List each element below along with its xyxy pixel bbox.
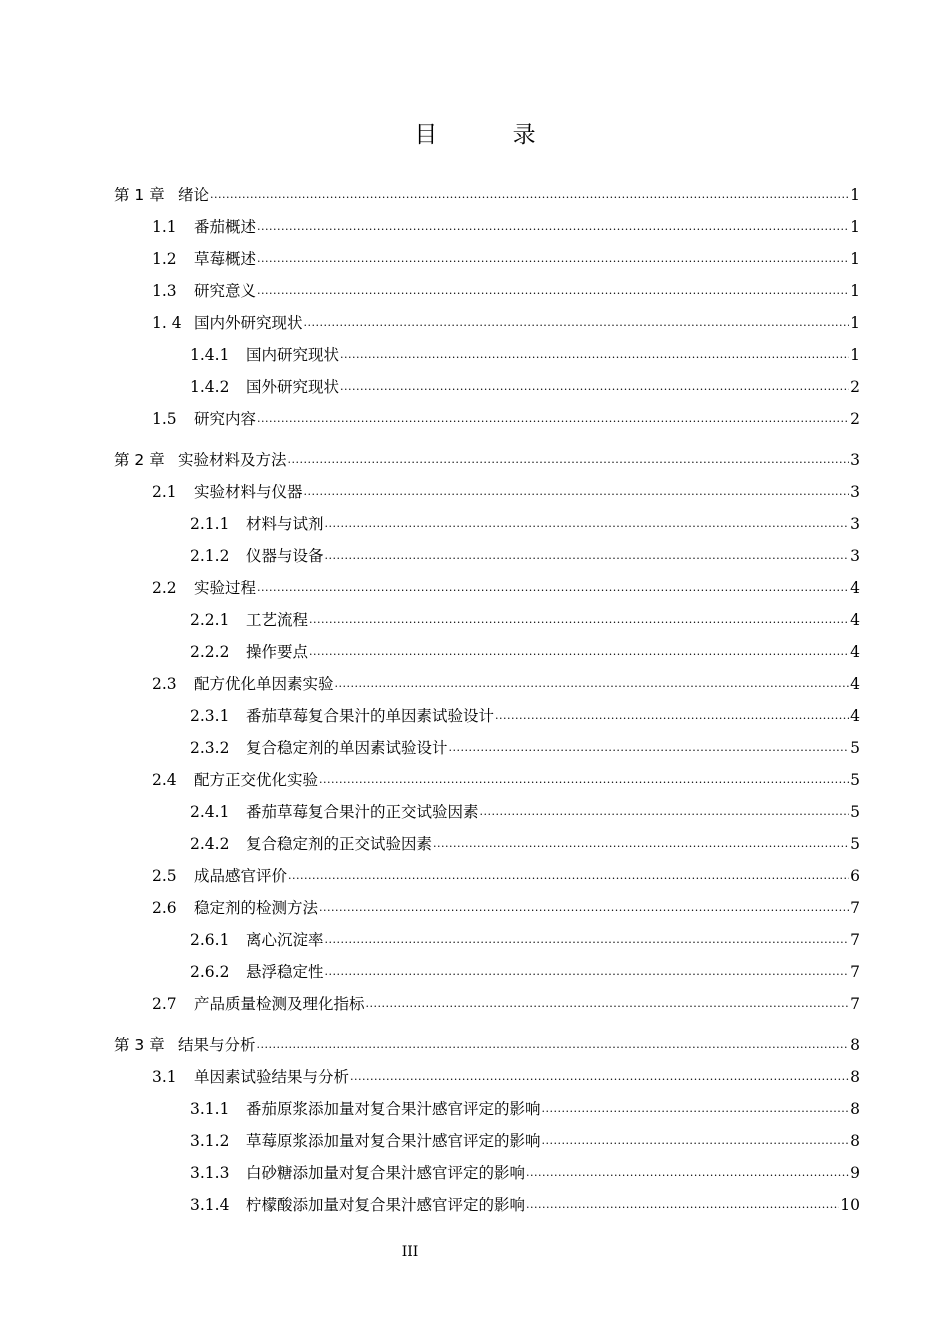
toc-entry-title: 仪器与设备 (246, 547, 324, 565)
toc-leader-dots (366, 993, 850, 1015)
toc-entry-number: 1.3 (152, 282, 177, 300)
toc-leader-dots (257, 280, 849, 302)
toc-leader-dots (210, 184, 849, 206)
toc-entry-number: 2.1.1 (190, 515, 230, 533)
toc-entry[interactable] (190, 376, 860, 398)
toc-entry[interactable] (152, 248, 860, 270)
toc-entry-number: 2.7 (152, 995, 177, 1013)
toc-leader-dots (495, 705, 849, 727)
toc-entry-page: 7 (850, 963, 860, 981)
toc-leader-dots (335, 673, 850, 695)
toc-entry-title: 番茄概述 (194, 218, 257, 236)
toc-entry-number: 3.1.3 (190, 1164, 230, 1182)
toc-leader-dots (340, 376, 849, 398)
toc-entry-title: 结果与分析 (178, 1036, 256, 1054)
toc-entry[interactable] (152, 993, 860, 1015)
toc-entry[interactable] (190, 609, 860, 631)
toc-entry-page: 8 (850, 1132, 860, 1150)
toc-chapter-entry[interactable] (114, 184, 860, 206)
toc-entry[interactable] (190, 641, 860, 663)
toc-leader-dots (449, 737, 850, 759)
toc-leader-dots (433, 833, 849, 855)
toc-entry-page: 4 (850, 707, 860, 725)
toc-entry-page: 4 (850, 611, 860, 629)
toc-entry-number: 2.6.1 (190, 931, 230, 949)
toc-leader-dots (257, 577, 849, 599)
toc-entry-title: 材料与试剂 (246, 515, 324, 533)
toc-entry[interactable] (152, 577, 860, 599)
toc-entry-title: 实验材料与仪器 (194, 483, 303, 501)
toc-entry-number: 第 2 章 (114, 451, 165, 469)
toc-entry-number: 3.1 (152, 1068, 177, 1086)
toc-entry-page: 7 (850, 995, 860, 1013)
toc-entry-number: 2.6.2 (190, 963, 230, 981)
toc-entry[interactable] (152, 1066, 860, 1088)
toc-entry-number: 2.4 (152, 771, 177, 789)
toc-entry[interactable] (152, 769, 860, 791)
toc-leader-dots (340, 344, 849, 366)
toc-entry[interactable] (152, 312, 860, 334)
toc-entry[interactable] (190, 833, 860, 855)
toc-leader-dots (319, 897, 849, 919)
toc-leader-dots (325, 929, 850, 951)
toc-entry-page: 7 (850, 899, 860, 917)
toc-entry-number: 2.2.1 (190, 611, 230, 629)
toc-entry-page: 5 (850, 835, 860, 853)
toc-entry-page: 1 (850, 346, 860, 364)
toc-entry-title: 国内研究现状 (246, 346, 340, 364)
toc-entry-title: 国内外研究现状 (194, 314, 303, 332)
toc-entry[interactable] (190, 705, 860, 727)
toc-entry-page: 2 (850, 378, 860, 396)
toc-chapter-entry[interactable] (114, 1034, 860, 1056)
toc-entry-number: 1.4.1 (190, 346, 230, 364)
toc-entry-page: 3 (850, 547, 860, 565)
toc-entry-number: 1. 4 (152, 314, 182, 332)
toc-entry-number: 2.4.2 (190, 835, 230, 853)
toc-entry-number: 2.2 (152, 579, 177, 597)
toc-entry-title: 配方优化单因素实验 (194, 675, 334, 693)
toc-entry-number: 2.5 (152, 867, 177, 885)
toc-leader-dots (288, 865, 849, 887)
toc-entry-page: 8 (850, 1100, 860, 1118)
toc-entry-title: 番茄原浆添加量对复合果汁感官评定的影响 (246, 1100, 541, 1118)
toc-entry[interactable] (190, 1194, 860, 1216)
toc-leader-dots (542, 1098, 850, 1120)
toc-leader-dots (304, 481, 850, 503)
toc-entry[interactable] (152, 673, 860, 695)
toc-entry-title: 草莓概述 (194, 250, 257, 268)
toc-leader-dots (350, 1066, 849, 1088)
toc-entry-page: 5 (850, 771, 860, 789)
toc-leader-dots (257, 1034, 850, 1056)
toc-entry[interactable] (152, 897, 860, 919)
toc-entry-number: 第 1 章 (114, 186, 165, 204)
toc-entry-page: 3 (850, 515, 860, 533)
toc-entry[interactable] (190, 344, 860, 366)
toc-entry[interactable] (190, 801, 860, 823)
toc-entry-title: 稳定剂的检测方法 (194, 899, 319, 917)
toc-entry-page: 3 (850, 483, 860, 501)
toc-entry-number: 1.5 (152, 410, 177, 428)
toc-leader-dots (309, 609, 849, 631)
toc-entry-number: 3.1.4 (190, 1196, 230, 1214)
toc-leader-dots (526, 1162, 849, 1184)
toc-entry[interactable] (190, 1098, 860, 1120)
toc-entry-page: 8 (850, 1068, 860, 1086)
toc-entry-number: 1.4.2 (190, 378, 230, 396)
toc-entry-title: 配方正交优化实验 (194, 771, 319, 789)
toc-entry-title: 绪论 (178, 186, 210, 204)
toc-entry-page: 1 (850, 218, 860, 236)
toc-entry[interactable] (190, 513, 860, 535)
toc-entry-title: 操作要点 (246, 643, 309, 661)
toc-entry-number: 1.2 (152, 250, 177, 268)
toc-entry-number: 3.1.1 (190, 1100, 230, 1118)
toc-leader-dots (288, 449, 850, 471)
toc-entry[interactable] (152, 481, 860, 503)
toc-entry[interactable] (190, 545, 860, 567)
toc-entry-title: 实验过程 (194, 579, 257, 597)
toc-leader-dots (325, 545, 850, 567)
toc-entry[interactable] (152, 216, 860, 238)
toc-leader-dots (325, 961, 850, 983)
toc-entry-page: 1 (850, 282, 860, 300)
toc-entry-page: 4 (850, 579, 860, 597)
toc-entry-page: 5 (850, 803, 860, 821)
toc-entry-title: 工艺流程 (246, 611, 309, 629)
toc-entry-title: 产品质量检测及理化指标 (194, 995, 365, 1013)
toc-entry[interactable] (152, 865, 860, 887)
toc-entry-number: 3.1.2 (190, 1132, 230, 1150)
toc-entry-page: 7 (850, 931, 860, 949)
toc-entry-title: 番茄草莓复合果汁的正交试验因素 (246, 803, 479, 821)
toc-entry-number: 2.6 (152, 899, 177, 917)
toc-entry-title: 草莓原浆添加量对复合果汁感官评定的影响 (246, 1132, 541, 1150)
toc-entry-page: 8 (850, 1036, 860, 1054)
toc-entry[interactable] (190, 961, 860, 983)
toc-leader-dots (257, 216, 849, 238)
toc-entry[interactable] (190, 737, 860, 759)
toc-entry-number: 2.3.2 (190, 739, 230, 757)
toc-entry-title: 复合稳定剂的单因素试验设计 (246, 739, 448, 757)
toc-leader-dots (542, 1130, 850, 1152)
toc-entry-title: 复合稳定剂的正交试验因素 (246, 835, 433, 853)
toc-entry-number: 2.1.2 (190, 547, 230, 565)
toc-leader-dots (325, 513, 850, 535)
toc-leader-dots (319, 769, 849, 791)
toc-entry-page: 6 (850, 867, 860, 885)
toc-entry-page: 2 (850, 410, 860, 428)
toc-leader-dots (257, 408, 849, 430)
toc-entry-page: 3 (850, 451, 860, 469)
toc-entry-number: 第 3 章 (114, 1036, 165, 1054)
toc-entry-number: 2.1 (152, 483, 177, 501)
toc-entry[interactable] (190, 1162, 860, 1184)
toc-entry[interactable] (190, 1130, 860, 1152)
toc-entry-title: 番茄草莓复合果汁的单因素试验设计 (246, 707, 495, 725)
toc-entry-title: 柠檬酸添加量对复合果汁感官评定的影响 (246, 1196, 526, 1214)
toc-entry-title: 研究意义 (194, 282, 257, 300)
toc-leader-dots (304, 312, 850, 334)
toc-entry-page: 1 (850, 314, 860, 332)
toc-entry-title: 离心沉淀率 (246, 931, 324, 949)
toc-entry-page: 1 (850, 186, 860, 204)
toc-entry[interactable] (190, 929, 860, 951)
toc-entry-page: 5 (850, 739, 860, 757)
toc-leader-dots (309, 641, 849, 663)
page-title: 目 录 (414, 122, 570, 148)
toc-entry-page: 4 (850, 675, 860, 693)
toc-leader-dots (257, 248, 849, 270)
toc-entry-title: 研究内容 (194, 410, 257, 428)
toc-entry-title: 实验材料及方法 (178, 451, 287, 469)
toc-entry-title: 白砂糖添加量对复合果汁感官评定的影响 (246, 1164, 526, 1182)
toc-entry-title: 单因素试验结果与分析 (194, 1068, 350, 1086)
toc-entry-number: 1.1 (152, 218, 177, 236)
toc-entry[interactable] (152, 408, 860, 430)
toc-entry-title: 国外研究现状 (246, 378, 340, 396)
toc-entry-number: 2.4.1 (190, 803, 230, 821)
toc-entry-page: 1 (850, 250, 860, 268)
toc-entry-title: 成品感官评价 (194, 867, 288, 885)
page-number-footer: III (401, 1244, 419, 1260)
toc-entry-page: 4 (850, 643, 860, 661)
toc-leader-dots (526, 1194, 839, 1216)
toc-leader-dots (480, 801, 850, 823)
toc-entry-number: 2.3 (152, 675, 177, 693)
toc-entry-page: 9 (850, 1164, 860, 1182)
toc-entry-number: 2.3.1 (190, 707, 230, 725)
toc-entry[interactable] (152, 280, 860, 302)
toc-chapter-entry[interactable] (114, 449, 860, 471)
toc-entry-title: 悬浮稳定性 (246, 963, 324, 981)
toc-entry-number: 2.2.2 (190, 643, 230, 661)
toc-entry-page: 10 (840, 1196, 860, 1214)
